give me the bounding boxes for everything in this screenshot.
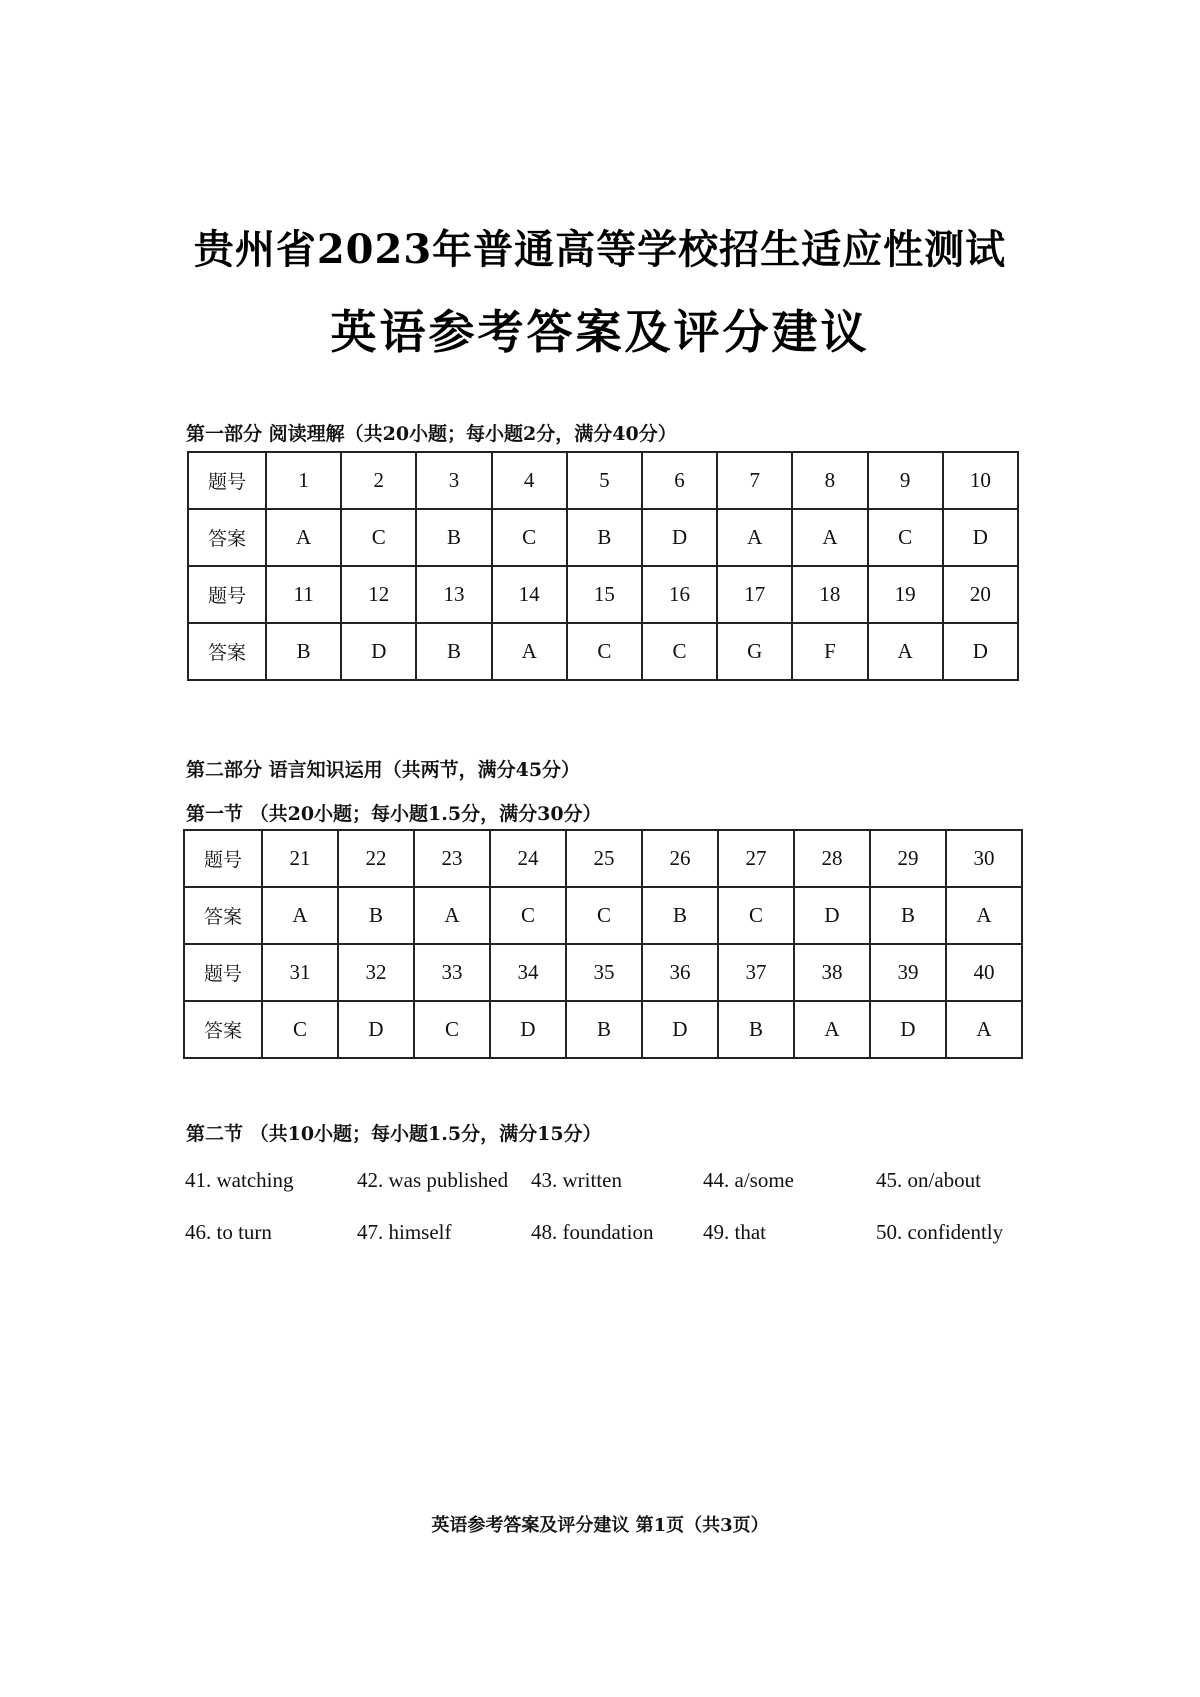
question-number-cell: 4 bbox=[492, 452, 567, 509]
question-number-cell: 19 bbox=[868, 566, 943, 623]
answer-row bbox=[184, 1001, 1022, 1058]
question-number-row bbox=[188, 566, 1018, 623]
question-number-row bbox=[184, 944, 1022, 1001]
question-number-cell: 3 bbox=[416, 452, 491, 509]
question-number-cell: 13 bbox=[416, 566, 491, 623]
answer-cell: A bbox=[717, 509, 792, 566]
answer-cell: B bbox=[416, 509, 491, 566]
question-number-cell: 28 bbox=[794, 830, 870, 887]
question-number-cell: 36 bbox=[642, 944, 718, 1001]
answer-cell: B bbox=[416, 623, 491, 680]
question-number-cell: 32 bbox=[338, 944, 414, 1001]
answer-cell: B bbox=[266, 623, 341, 680]
question-number-cell: 23 bbox=[414, 830, 490, 887]
answer-cell: D bbox=[943, 509, 1018, 566]
row-header-cell: 题号 bbox=[184, 830, 262, 887]
question-number-cell: 11 bbox=[266, 566, 341, 623]
answer-cell: D bbox=[642, 509, 717, 566]
question-number-cell: 38 bbox=[794, 944, 870, 1001]
fill-answer: 49. that bbox=[703, 1220, 766, 1244]
question-number-cell: 27 bbox=[718, 830, 794, 887]
answer-cell: C bbox=[868, 509, 943, 566]
answer-cell: B bbox=[870, 887, 946, 944]
row-header-cell: 题号 bbox=[184, 944, 262, 1001]
question-number-cell: 10 bbox=[943, 452, 1018, 509]
answer-cell: B bbox=[567, 509, 642, 566]
fill-answer: 48. foundation bbox=[531, 1220, 654, 1244]
question-number-cell: 34 bbox=[490, 944, 566, 1001]
question-number-cell: 6 bbox=[642, 452, 717, 509]
question-number-row bbox=[184, 830, 1022, 887]
answer-cell: A bbox=[868, 623, 943, 680]
answer-cell: A bbox=[946, 887, 1022, 944]
part2-section1-heading: 第一节 （共20小题；每小题1.5分，满分30分） bbox=[186, 803, 602, 825]
document-subtitle: 英语参考答案及评分建议 bbox=[330, 305, 870, 359]
row-header-cell: 答案 bbox=[188, 509, 266, 566]
question-number-cell: 9 bbox=[868, 452, 943, 509]
row-header-cell: 题号 bbox=[188, 566, 266, 623]
question-number-cell: 25 bbox=[566, 830, 642, 887]
answer-cell: C bbox=[492, 509, 567, 566]
answer-row bbox=[188, 509, 1018, 566]
answer-cell: C bbox=[490, 887, 566, 944]
answer-cell: D bbox=[338, 1001, 414, 1058]
answer-row bbox=[188, 623, 1018, 680]
question-number-cell: 7 bbox=[717, 452, 792, 509]
question-number-cell: 39 bbox=[870, 944, 946, 1001]
answer-cell: A bbox=[262, 887, 338, 944]
row-header-cell: 答案 bbox=[184, 887, 262, 944]
question-number-cell: 12 bbox=[341, 566, 416, 623]
answer-cell: D bbox=[794, 887, 870, 944]
answer-cell: D bbox=[943, 623, 1018, 680]
question-number-cell: 40 bbox=[946, 944, 1022, 1001]
answer-cell: C bbox=[341, 509, 416, 566]
part2-section1-answer-table bbox=[183, 829, 1023, 1059]
fill-answer: 41. watching bbox=[185, 1168, 294, 1192]
answer-cell: B bbox=[718, 1001, 794, 1058]
row-header-cell: 题号 bbox=[188, 452, 266, 509]
answer-cell: D bbox=[341, 623, 416, 680]
question-number-cell: 21 bbox=[262, 830, 338, 887]
fill-answer: 42. was published bbox=[357, 1168, 509, 1192]
answer-cell: D bbox=[870, 1001, 946, 1058]
fill-answer: 44. a/some bbox=[703, 1168, 794, 1192]
question-number-cell: 14 bbox=[492, 566, 567, 623]
row-header-cell: 答案 bbox=[188, 623, 266, 680]
question-number-cell: 24 bbox=[490, 830, 566, 887]
answer-cell: A bbox=[794, 1001, 870, 1058]
answer-cell: B bbox=[338, 887, 414, 944]
answer-row bbox=[184, 887, 1022, 944]
question-number-cell: 17 bbox=[717, 566, 792, 623]
answer-cell: A bbox=[492, 623, 567, 680]
question-number-cell: 20 bbox=[943, 566, 1018, 623]
fill-answer: 43. written bbox=[531, 1168, 622, 1192]
part2-section2-heading: 第二节 （共10小题；每小题1.5分，满分15分） bbox=[186, 1123, 602, 1145]
answer-cell: A bbox=[792, 509, 867, 566]
answer-cell: C bbox=[566, 887, 642, 944]
question-number-cell: 26 bbox=[642, 830, 718, 887]
answer-cell: B bbox=[642, 887, 718, 944]
answer-cell: C bbox=[262, 1001, 338, 1058]
fill-answer: 45. on/about bbox=[876, 1168, 981, 1192]
question-number-cell: 2 bbox=[341, 452, 416, 509]
question-number-cell: 8 bbox=[792, 452, 867, 509]
answer-cell: C bbox=[567, 623, 642, 680]
part2-heading: 第二部分 语言知识运用（共两节，满分45分） bbox=[186, 759, 581, 781]
page-footer: 英语参考答案及评分建议 第1页（共3页） bbox=[431, 1515, 769, 1536]
question-number-cell: 16 bbox=[642, 566, 717, 623]
answer-cell: A bbox=[946, 1001, 1022, 1058]
answer-cell: A bbox=[266, 509, 341, 566]
question-number-cell: 18 bbox=[792, 566, 867, 623]
question-number-cell: 33 bbox=[414, 944, 490, 1001]
question-number-cell: 22 bbox=[338, 830, 414, 887]
answer-cell: D bbox=[642, 1001, 718, 1058]
question-number-cell: 30 bbox=[946, 830, 1022, 887]
question-number-cell: 5 bbox=[567, 452, 642, 509]
fill-answer: 46. to turn bbox=[185, 1220, 272, 1244]
question-number-cell: 15 bbox=[567, 566, 642, 623]
answer-cell: F bbox=[792, 623, 867, 680]
answer-cell: D bbox=[490, 1001, 566, 1058]
question-number-cell: 29 bbox=[870, 830, 946, 887]
question-number-cell: 31 bbox=[262, 944, 338, 1001]
document-title: 贵州省2023年普通高等学校招生适应性测试 bbox=[193, 226, 1007, 273]
question-number-cell: 1 bbox=[266, 452, 341, 509]
answer-cell: C bbox=[414, 1001, 490, 1058]
answer-cell: C bbox=[642, 623, 717, 680]
question-number-row bbox=[188, 452, 1018, 509]
answer-cell: G bbox=[717, 623, 792, 680]
row-header-cell: 答案 bbox=[184, 1001, 262, 1058]
part1-heading: 第一部分 阅读理解（共20小题；每小题2分，满分40分） bbox=[186, 423, 677, 445]
question-number-cell: 37 bbox=[718, 944, 794, 1001]
fill-answer: 50. confidently bbox=[876, 1220, 1004, 1244]
answer-cell: B bbox=[566, 1001, 642, 1058]
answer-cell: A bbox=[414, 887, 490, 944]
answer-cell: C bbox=[718, 887, 794, 944]
question-number-cell: 35 bbox=[566, 944, 642, 1001]
fill-answer: 47. himself bbox=[357, 1220, 452, 1244]
part1-answer-table bbox=[187, 451, 1019, 681]
